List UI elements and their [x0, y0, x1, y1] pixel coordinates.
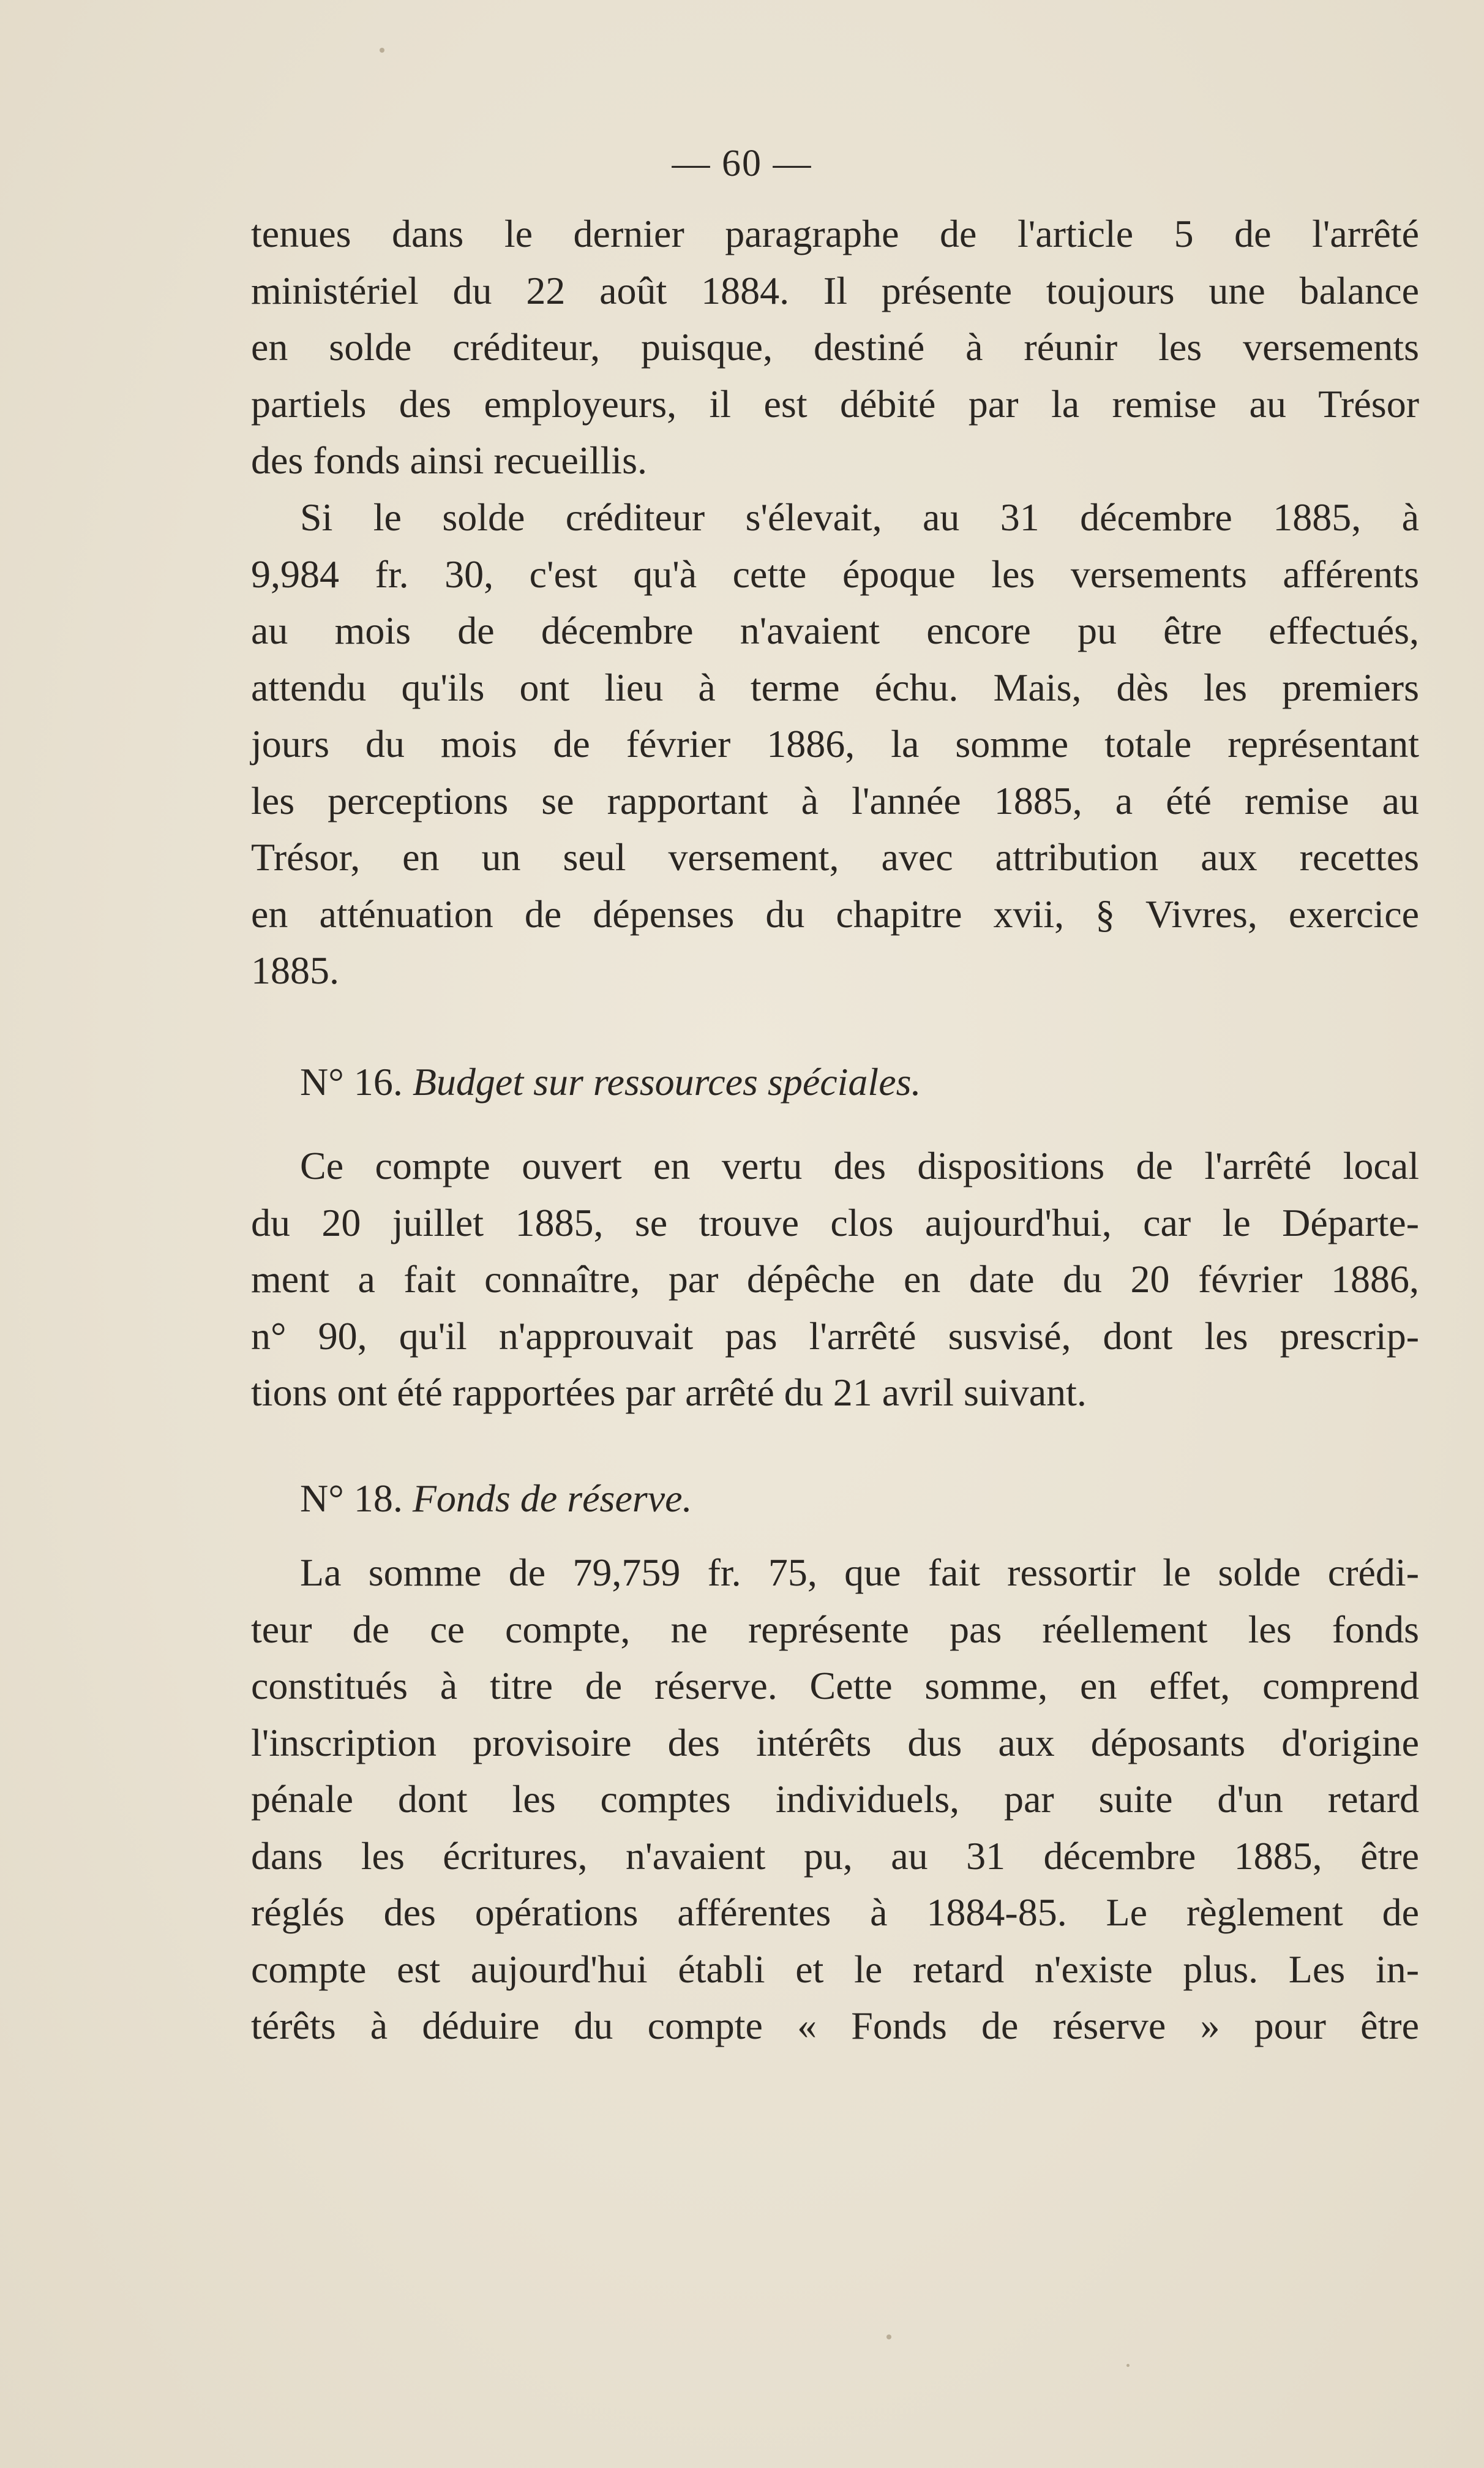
text-line: n° 90, qu'il n'approuvait pas l'arrêté susvisé, dont les prescrip-	[251, 1314, 1419, 1358]
text-line: des fonds ainsi recueillis.	[251, 438, 647, 482]
text-line: du 20 juillet 1885, se trouve clos aujourd'hui, car le Départe-	[251, 1200, 1419, 1244]
paragraph-budget	[251, 1138, 1419, 1421]
text-line: ministériel du 22 août 1884. Il présente toujours une balance	[251, 268, 1419, 312]
text-line: Ce compte ouvert en vertu des dispositions de l'arrêté local	[300, 1144, 1419, 1187]
page-number: — 60 —	[672, 143, 812, 184]
text-line: réglés des opérations afférentes à 1884-85. Le règlement de	[251, 1891, 1419, 1934]
text-line: en atténuation de dépenses du chapitre xvii, § Vivres, exercice	[251, 892, 1419, 936]
section-number: N° 18.	[300, 1477, 403, 1520]
section-number: N° 16.	[300, 1060, 403, 1104]
paragraph-fonds-reserve	[251, 1544, 1419, 2055]
text-line: Si le solde créditeur s'élevait, au 31 décembre 1885, à	[300, 495, 1419, 539]
text-line: partiels des employeurs, il est débité par la remise au Trésor	[251, 382, 1419, 426]
text-line: térêts à déduire du compte « Fonds de réserve » pour être	[251, 2004, 1419, 2047]
section-title: Budget sur ressources spéciales.	[412, 1060, 921, 1104]
text-line: attendu qu'ils ont lieu à terme échu. Mais, dès les premiers	[251, 665, 1419, 709]
text-line: tions ont été rapportées par arrêté du 21 avril suivant.	[251, 1371, 1087, 1414]
text-line: jours du mois de février 1886, la somme totale représentant	[251, 722, 1419, 766]
text-line: La somme de 79,759 fr. 75, que fait ressortir le solde crédi-	[300, 1551, 1419, 1594]
paper-speck	[380, 48, 384, 53]
paper-speck	[886, 2334, 891, 2339]
paper-speck	[1126, 2364, 1130, 2367]
section-heading-16	[300, 1059, 921, 1105]
text-line: 1885.	[251, 949, 339, 992]
text-line: teur de ce compte, ne représente pas réellement les fonds	[251, 1607, 1419, 1651]
text-line: tenues dans le dernier paragraphe de l'article 5 de l'arrêté	[251, 212, 1419, 255]
text-line: ment a fait connaître, par dépêche en date du 20 février 1886,	[251, 1257, 1419, 1301]
text-line: 9,984 fr. 30, c'est qu'à cette époque les versements afférents	[251, 552, 1419, 596]
text-line: Trésor, en un seul versement, avec attribution aux recettes	[251, 835, 1419, 879]
text-line: compte est aujourd'hui établi et le retard n'existe plus. Les in-	[251, 1947, 1419, 1991]
section-heading-18	[300, 1476, 692, 1521]
paragraph-continuation	[251, 206, 1419, 489]
text-line: en solde créditeur, puisque, destiné à réunir les versements	[251, 325, 1419, 369]
text-line: les perceptions se rapportant à l'année 1885, a été remise au	[251, 778, 1419, 822]
text-line: au mois de décembre n'avaient encore pu être effectués,	[251, 609, 1419, 652]
paragraph-solde-crediteur	[251, 489, 1419, 999]
text-line: dans les écritures, n'avaient pu, au 31 décembre 1885, être	[251, 1834, 1419, 1878]
text-line: pénale dont les comptes individuels, par suite d'un retard	[251, 1777, 1419, 1821]
section-title: Fonds de réserve.	[412, 1477, 692, 1520]
text-line: constitués à titre de réserve. Cette somme, en effet, comprend	[251, 1664, 1419, 1707]
text-line: l'inscription provisoire des intérêts dus aux déposants d'origine	[251, 1720, 1419, 1764]
